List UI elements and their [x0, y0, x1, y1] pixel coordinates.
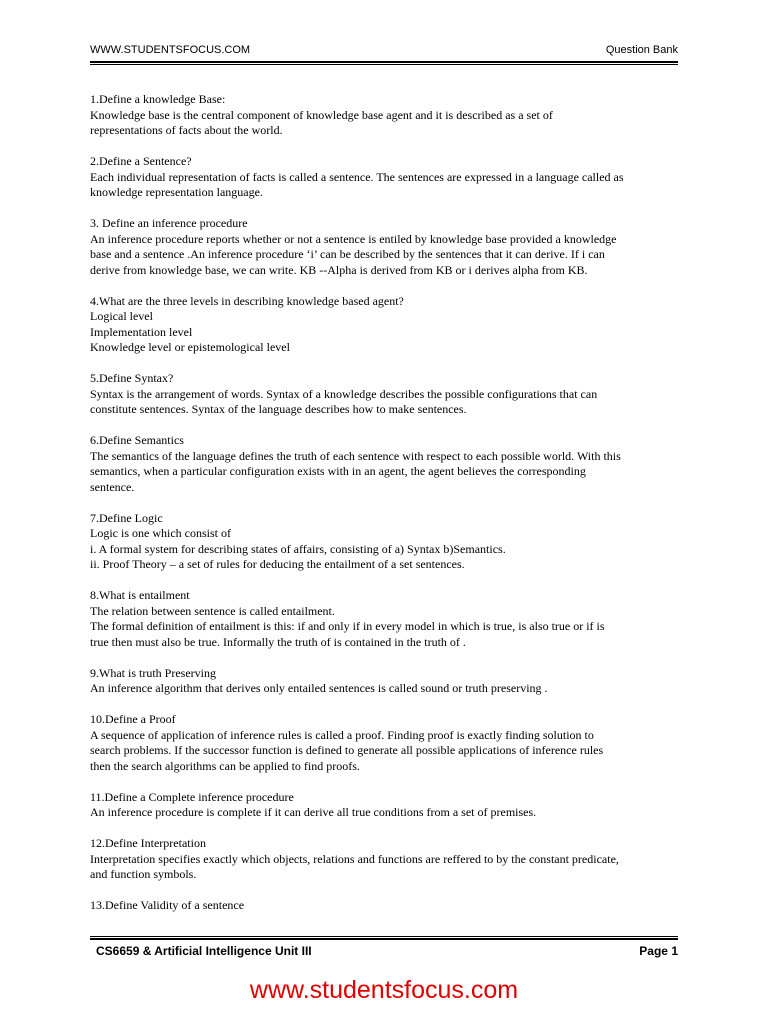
- answer-line: The relation between sentence is called entailment.: [90, 603, 335, 618]
- header-site: WWW.STUDENTSFOCUS.COM: [90, 44, 251, 56]
- answer-line: A sequence of application of inference rules is called a proof. Finding proof is exactly finding solution to: [90, 727, 594, 742]
- question-heading: 9.What is truth Preserving: [90, 665, 216, 680]
- answer-line: semantics, when a particular configuration exists with in an agent, the agent believes the corresponding: [90, 464, 586, 478]
- question-heading: 3. Define an inference procedure: [90, 216, 248, 230]
- header-label: Question Bank: [605, 44, 678, 56]
- question-item: [90, 433, 682, 495]
- answer-line: knowledge representation language.: [90, 185, 263, 199]
- question-heading: 10.Define a Proof: [90, 712, 176, 726]
- question-heading: 8.What is entailment: [90, 588, 190, 602]
- answer-line: true then must also be true. Informally the truth of is contained in the truth of .: [90, 634, 466, 649]
- question-list: [90, 92, 682, 929]
- question-heading: 7.Define Logic: [90, 510, 163, 525]
- header-divider: [90, 61, 678, 65]
- question-item: [90, 836, 682, 883]
- question-heading: 2.Define a Sentence?: [90, 154, 192, 168]
- answer-line: representations of facts about the world.: [90, 123, 283, 137]
- question-heading: 11.Define a Complete inference procedure: [90, 789, 294, 804]
- answer-line: Each individual representation of facts is called a sentence. The sentences are expressed in a language called as: [90, 169, 624, 184]
- question-heading: 13.Define Validity of a sentence: [90, 898, 245, 912]
- page-header: [90, 44, 678, 59]
- answer-line: The formal definition of entailment is this: if and only if in every model in which is true, is also true or if is: [90, 619, 605, 633]
- question-heading: 4.What are the three levels in describing knowledge based agent?: [90, 293, 404, 308]
- answer-line: Syntax is the arrangement of words. Syntax of a knowledge describes the possible configurations that can: [90, 386, 598, 401]
- answer-line: then the search algorithms can be applied to find proofs.: [90, 758, 360, 773]
- question-item: [90, 92, 682, 139]
- answer-line: An inference algorithm that derives only entailed sentences is called sound or truth preserving .: [90, 681, 548, 695]
- answer-line: The semantics of the language defines the truth of each sentence with respect to each possible world. With this: [90, 448, 621, 463]
- question-item: [90, 511, 682, 573]
- footer-divider: [90, 936, 678, 940]
- question-heading: 6.Define Semantics: [90, 433, 184, 447]
- question-item: [90, 898, 682, 914]
- answer-line: derive from knowledge base, we can write. KB --Alpha is derived from KB or i derives alpha from KB.: [90, 262, 588, 277]
- answer-line: search problems. If the successor function is defined to generate all possible applications of inference rules: [90, 743, 604, 757]
- answer-line: Knowledge base is the central component of knowledge base agent and it is described as a set of: [90, 107, 553, 122]
- question-item: [90, 666, 682, 697]
- answer-line: Interpretation specifies exactly which objects, relations and functions are reffered to by the constant predicate,: [90, 851, 619, 866]
- answer-line: ii. Proof Theory – a set of rules for deducing the entailment of a set sentences.: [90, 557, 465, 571]
- answer-line: base and a sentence .An inference procedure ‘i’ can be described by the sentences that it can derive. If i can: [90, 247, 605, 261]
- question-item: [90, 588, 682, 650]
- question-item: [90, 294, 682, 356]
- answer-line: Implementation level: [90, 324, 193, 339]
- answer-line: Knowledge level or epistemological level: [90, 340, 290, 354]
- question-item: [90, 216, 682, 278]
- answer-line: Logical level: [90, 309, 153, 323]
- answer-line: sentence.: [90, 479, 135, 494]
- footer-page-number: Page 1: [639, 944, 678, 958]
- page-footer: [96, 944, 678, 958]
- answer-line: i. A formal system for describing states of affairs, consisting of a) Syntax b)Semantics.: [90, 541, 506, 556]
- answer-line: constitute sentences. Syntax of the language describes how to make sentences.: [90, 402, 467, 416]
- website-link[interactable]: www.studentsfocus.com: [249, 976, 519, 1004]
- footer-course: CS6659 & Artificial Intelligence Unit III: [96, 944, 312, 958]
- question-heading: 1.Define a knowledge Base:: [90, 92, 226, 106]
- question-heading: 12.Define Interpretation: [90, 836, 206, 850]
- question-item: [90, 790, 682, 821]
- question-item: [90, 371, 682, 418]
- question-item: [90, 712, 682, 774]
- answer-line: Logic is one which consist of: [90, 526, 231, 540]
- answer-line: An inference procedure reports whether or not a sentence is entiled by knowledge base provided a knowledge: [90, 231, 617, 246]
- question-item: [90, 154, 682, 201]
- answer-line: and function symbols.: [90, 867, 197, 881]
- question-heading: 5.Define Syntax?: [90, 371, 174, 385]
- answer-line: An inference procedure is complete if it can derive all true conditions from a set of premises.: [90, 805, 537, 819]
